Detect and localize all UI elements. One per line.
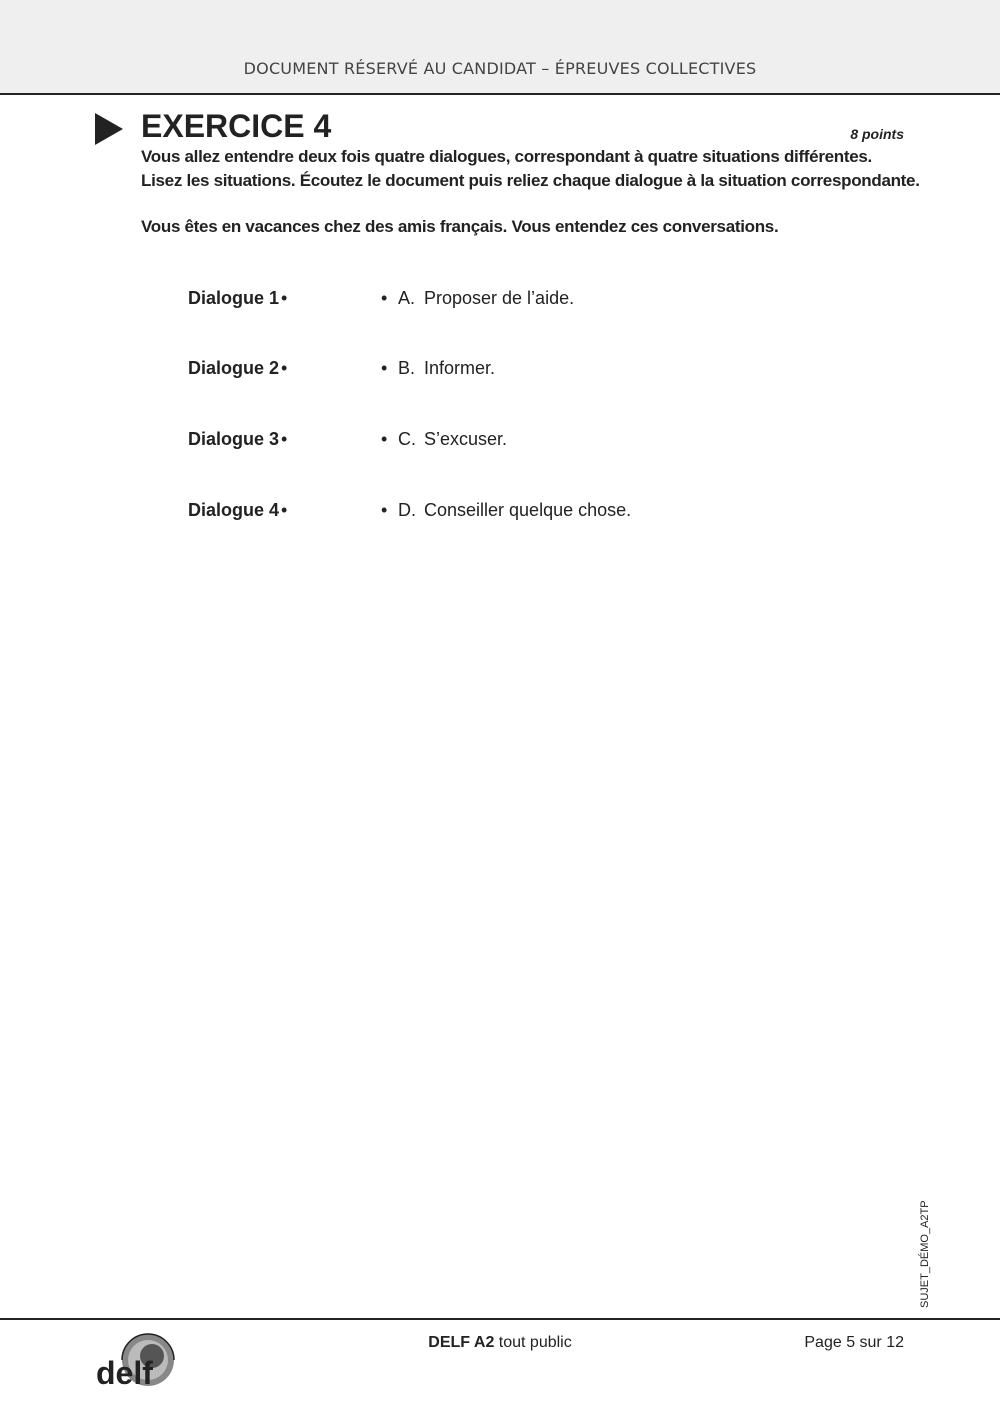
- dialogue-dot[interactable]: •: [281, 288, 288, 308]
- instruction-line-2: Lisez les situations. Écoutez le document puis reliez chaque dialogue à la situation correspondante.: [141, 171, 920, 190]
- option-dot[interactable]: •: [381, 288, 388, 308]
- option-dot[interactable]: •: [381, 429, 388, 449]
- instruction-line-1: Vous allez entendre deux fois quatre dialogues, correspondant à quatre situations différentes.: [141, 147, 872, 166]
- option-text: Proposer de l’aide.: [424, 288, 575, 308]
- matching-row: [0, 358, 1000, 388]
- footer-divider: [0, 1318, 1000, 1320]
- header-title: DOCUMENT RÉSERVÉ AU CANDIDAT – ÉPREUVES COLLECTIVES: [243, 59, 757, 78]
- option-letter: D.: [398, 500, 416, 520]
- logo-wordmark: delf: [96, 1355, 153, 1391]
- matching-row: [0, 288, 1000, 318]
- matching-row: [0, 429, 1000, 459]
- context-line: Vous êtes en vacances chez des amis français. Vous entendez ces conversations.: [141, 217, 779, 236]
- option-letter: B.: [398, 358, 416, 378]
- dialogue-label: Dialogue 4: [188, 500, 280, 520]
- dialogue-dot[interactable]: •: [281, 358, 288, 378]
- exam-name-rest: tout public: [494, 1334, 572, 1351]
- exercise-title: EXERCICE 4: [141, 108, 332, 144]
- page-number: Page 5 sur 12: [804, 1334, 904, 1351]
- dialogue-dot[interactable]: •: [281, 500, 288, 520]
- dialogue-label: Dialogue 3: [188, 429, 280, 449]
- exercise-points: 8 points: [850, 126, 904, 142]
- option-dot[interactable]: •: [381, 500, 388, 520]
- header-band: [0, 0, 1000, 95]
- option-dot[interactable]: •: [381, 358, 388, 378]
- dialogue-dot[interactable]: •: [281, 429, 288, 449]
- option-text: Conseiller quelque chose.: [424, 500, 632, 520]
- exam-name-bold: DELF A2: [428, 1334, 495, 1351]
- dialogue-label: Dialogue 1: [188, 288, 280, 308]
- option-text: Informer.: [424, 358, 496, 378]
- dialogue-label: Dialogue 2: [188, 358, 280, 378]
- matching-row: [0, 500, 1000, 530]
- document-code: SUJET_DÉMO_A2TP: [919, 1200, 931, 1308]
- option-text: S’excuser.: [424, 429, 508, 449]
- play-arrow-icon: [95, 113, 123, 145]
- option-letter: C.: [398, 429, 416, 449]
- option-letter: A.: [398, 288, 416, 308]
